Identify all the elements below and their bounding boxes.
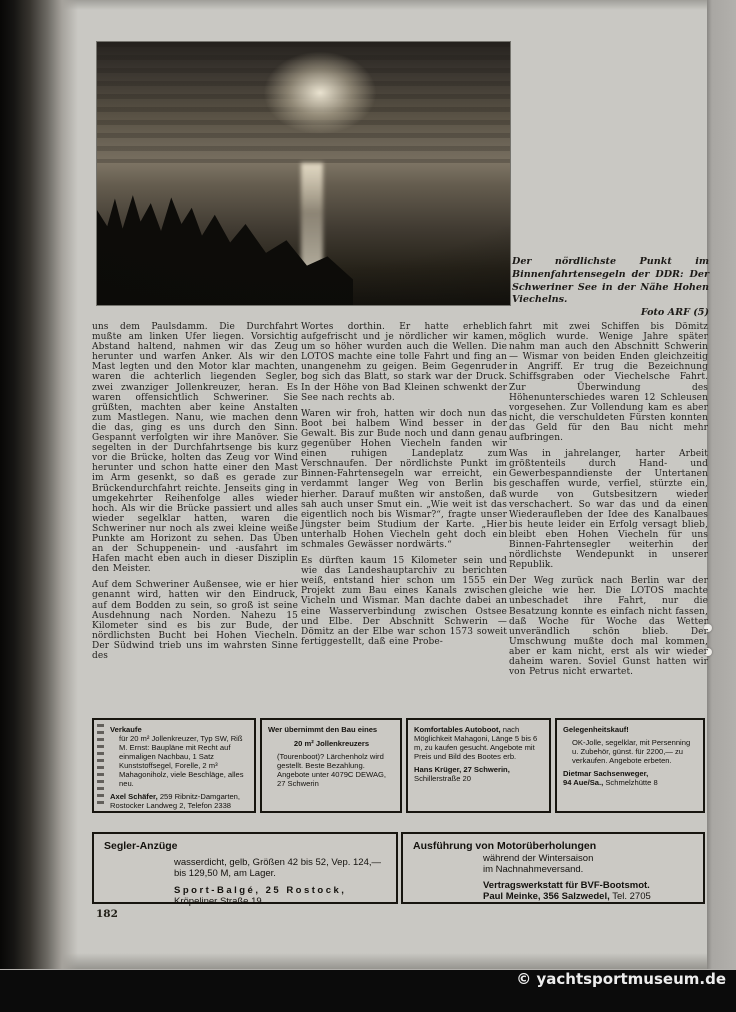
ad-contact1-text: Vertragswerkstatt für BVF-Bootsmot. xyxy=(483,879,650,891)
ad-contact-street: Kröpeliner Straße 19 xyxy=(174,896,262,907)
article-paragraph: uns dem Paulsdamm. Die Durchfahrt mußte am linken Ufer liegen. Vorsichtig Abstand haltend, nahmen wir das Zeug herunter und warfen Anker. Als wir den Mast legten und den Motor klar machten, waren die achterlich liegenden Segler, zwei zwanziger Jollenkreuzer, heran. Es waren offensichtlich Schweriner. Sie grüßten, machten aber keine Anstalten zum Mastlegen. Nanu, wie machen denn die das, ging es uns durch den Sinn. Gespannt verfolgten wir ihre Manöver. Sie segelten in der Durchfahrtsenge bis kurz vor die Brücke, holten das Zeug vor Wind herunter und schon hatte einer den Mast im Arm gesenkt, so daß es gerade zur Brückendurchfahrt reichte. Jenseits ging in umgekehrter Reihenfolge alles wieder hoch. Als wir die Brücke passiert und alles wieder segelklar hatten, waren die Schweriner nur noch als zwei kleine weiße Punkte am Horizont zu sehen. Das Üben an der Schuppenein- und -ausfahrt im Hafen macht eben auch in dieser Disziplin den Meister. xyxy=(92,322,298,575)
ad-contact2 xyxy=(483,891,693,903)
ad-contact xyxy=(563,769,698,778)
photo-vignette xyxy=(97,42,510,305)
ad-contact xyxy=(110,792,249,810)
ad-contact-rest: 259 Ribnitz-Damgarten, Rostocker Landweg 2, Telefon 2338 xyxy=(110,792,241,810)
ad-body: (Tourenboot)? Lärchenholz wird gestellt. Beste Bezahlung. Angebote unter 4079C DEWAG, 27 Schwerin xyxy=(277,752,387,788)
ad-contact xyxy=(414,765,544,774)
ad-contact xyxy=(174,885,386,897)
ad-line2-text: 20 m² Jollenkreuzers xyxy=(293,739,370,748)
ad-contact-rest: Schillerstraße 20 xyxy=(414,774,471,783)
article-paragraph: Waren wir froh, hatten wir doch nun das Boot bei halbem Wind besser in der Gewalt. Bis zur Bude noch und dann genau gegenüber Hohen Viecheln fanden wir einen ruhigen Landeplatz zum Verschnaufen. Der nördlichste Punkt im Binnen-Fahrtensegeln war erreicht, ein verdammt langer Weg von Berlin bis hierher. Darauf mußten wir anstoßen, daß sah auch unser Smut ein. „Wie weit ist das eigentlich noch bis Wismar?“, fragte unser Jüngster beim Studium der Karte. „Hier unterhalb Hohen Viecheln geht doch ein schmales Gewässer nordwärts.“ xyxy=(301,408,507,550)
photo-caption xyxy=(512,256,709,320)
article-column-2 xyxy=(301,322,507,653)
classified-ad-autoboot xyxy=(406,718,551,813)
article-paragraph: Was in jahrelanger, harter Arbeit größtenteils durch Hand- und Gewerbespanndienste der Untertanen geschaffen wurde, verfiel, stürzte ein, wurde von Gutsbesitzern wieder verschachert. So war das und da einen Wiederaufleben der Idee des Kanalbaues bis heute leider ein Erfolg versagt blieb, bleibt eben Hohen Viecheln für uns Binnen-Fahrtensegler weiterhin der nördlichste Wendepunkt in unserer Republik. xyxy=(509,449,708,571)
book-binding-shadow xyxy=(0,0,78,969)
classified-ad-gelegenheitskauf xyxy=(555,718,705,813)
ad-line3: im Nachnahmeversand. xyxy=(483,864,584,875)
ad-contact-name: Axel Schäfer, xyxy=(110,792,158,801)
article-paragraph: fahrt mit zwei Schiffen bis Dömitz möglich wurde. Wenige Jahre später nahm man auch den Abschnitt Schwerin— Wismar von beiden Enden gleichzeitig in Angriff. Er trug die Bezeichnung Schiffsgraben oder Viechelsche Fahrt. Zur Überwindung des Höhenunterschiedes waren 12 Schleusen vorgesehen. Zur Vollendung kam es aber nicht, die verschuldeten Fürsten konnten das Geld für den Bau nicht mehr aufbringen. xyxy=(509,322,708,444)
ad-contact-street: Schmelzhütte 8 xyxy=(603,778,658,787)
ad-contact-city: 94 Aue/Sa., xyxy=(563,778,604,787)
ad-body: wasserdicht, gelb, Größen 42 bis 52, Vep. 124,— bis 129,50 M, am Lager. xyxy=(174,856,382,879)
ad-contact-line2 xyxy=(563,778,698,787)
ad-body-text: nach Möglichkeit Mahagoni, Länge 5 bis 6 m, zu kaufen gesucht. Angebote mit Preis und Bild des Bootes erb. xyxy=(414,725,538,761)
article-column-1 xyxy=(92,322,298,667)
ad-contact2-name: Paul Meinke, 356 Salzwedel, xyxy=(483,891,610,902)
ad-body xyxy=(414,725,544,761)
ad-title: Ausführung von Motorüberholungen xyxy=(413,840,597,852)
classified-ad-bau-jollenkreuzer xyxy=(260,718,402,813)
page-number: 182 xyxy=(96,908,118,920)
classified-ad-verkaufe xyxy=(92,718,256,813)
ad-contact2-tel: Tel. 2705 xyxy=(609,891,651,902)
watermark-text: © yachtsportmuseum.de xyxy=(516,970,726,988)
ad-contact1 xyxy=(483,880,693,892)
ad-title: Gelegenheitskauf! xyxy=(563,725,629,734)
ad-contact-name: Dietmar Sachsenweger, xyxy=(563,769,649,778)
ad-contact-name: Sport-Balgé, 25 Rostock, xyxy=(174,884,347,896)
ad-contact-name: Hans Krüger, 27 Schwerin, xyxy=(414,765,510,774)
sunset-lake-photo xyxy=(97,42,510,305)
article-paragraph: Auf dem Schweriner Außensee, wie er hier genannt wird, hatten wir den Eindruck, auf dem Bodden zu sein, so groß ist seine Ausdehnung nach Norden. Nahezu 15 Kilometer sind es bis zur Bude, der nördlichsten Bucht bei Hohen Viecheln. Der Südwind trieb uns im wahrsten Sinne des xyxy=(92,580,298,661)
article-paragraph: Der Weg zurück nach Berlin war der gleiche wie her. Die LOTOS machte unbeschadet ihre Fahrt, nur die Besatzung konnte es einfach nicht fassen, daß Woche für Woche das Wetter unverändlich schön blieb. Der Umschwung mußte doch mal kommen, aber er kam nicht, erst als wir wieder daheim waren. Soviel Gunst hatten wir von Petrus nicht erwartet. xyxy=(509,576,708,678)
ad-body: für 20 m² Jollenkreuzer, Typ SW, Riß M. Ernst: Baupläne mit Recht auf einmaligen Nachbau, 1 Satz Kunststoffsegel, Forelle, 2 m³ Mahagoniholz, viele Beschläge, alles neu. xyxy=(119,734,244,788)
classified-ad-motorueberholungen xyxy=(401,832,705,904)
scan-bottom-bar xyxy=(0,970,736,1012)
ad-line1: Wer übernimmt den Bau eines xyxy=(268,725,378,734)
ad-line2 xyxy=(268,739,395,748)
ad-margin-marks xyxy=(97,724,104,807)
photo-caption-text: Der nördlichste Punkt im Binnenfahrtensegeln der DDR: Der Schweriner See in der Nähe Hohen Viechelns. xyxy=(512,256,709,306)
classified-ad-segler-anzuege xyxy=(92,832,398,907)
article-column-3 xyxy=(509,322,708,683)
ad-body: OK-Jolle, segelklar, mit Persenning u. Zubehör, günst. für 2200,— zu verkaufen. Angebote erbeten. xyxy=(572,738,691,765)
ad-line2: während der Wintersaison xyxy=(483,852,594,864)
ad-lead: Komfortables Autoboot, xyxy=(414,725,501,734)
article-paragraph: Wortes dorthin. Er hatte erheblich aufgefrischt und je nördlicher wir kamen, um so höher wurden auch die Wellen. Die LOTOS machte eine tolle Fahrt und fing an unangenehm zu geigen. Beim Gegenruder bog sich das Blatt, so stark war der Druck. In der Höhe von Bad Kleinen schwenkt der See nach rechts ab. xyxy=(301,322,507,403)
photo-credit: Foto ARF (5) xyxy=(640,307,709,319)
page-right-edge xyxy=(707,0,736,969)
ad-title: Segler-Anzüge xyxy=(104,840,178,852)
ad-title: Verkaufe xyxy=(110,725,142,734)
article-paragraph: Es dürften kaum 15 Kilometer sein und wie das Landeshauptarchiv zu berichten weiß, entstand hier schon um 1555 ein Projekt zum Bau eines Kanals zwischen Vicheln und Wismar. Man dachte dabei an eine Wasserverbindung zwischen Ostsee und Elbe. Der Abschnitt Schwerin — Dömitz an der Elbe war schon 1573 soweit fertiggestellt, daß eine Probe- xyxy=(301,556,507,647)
